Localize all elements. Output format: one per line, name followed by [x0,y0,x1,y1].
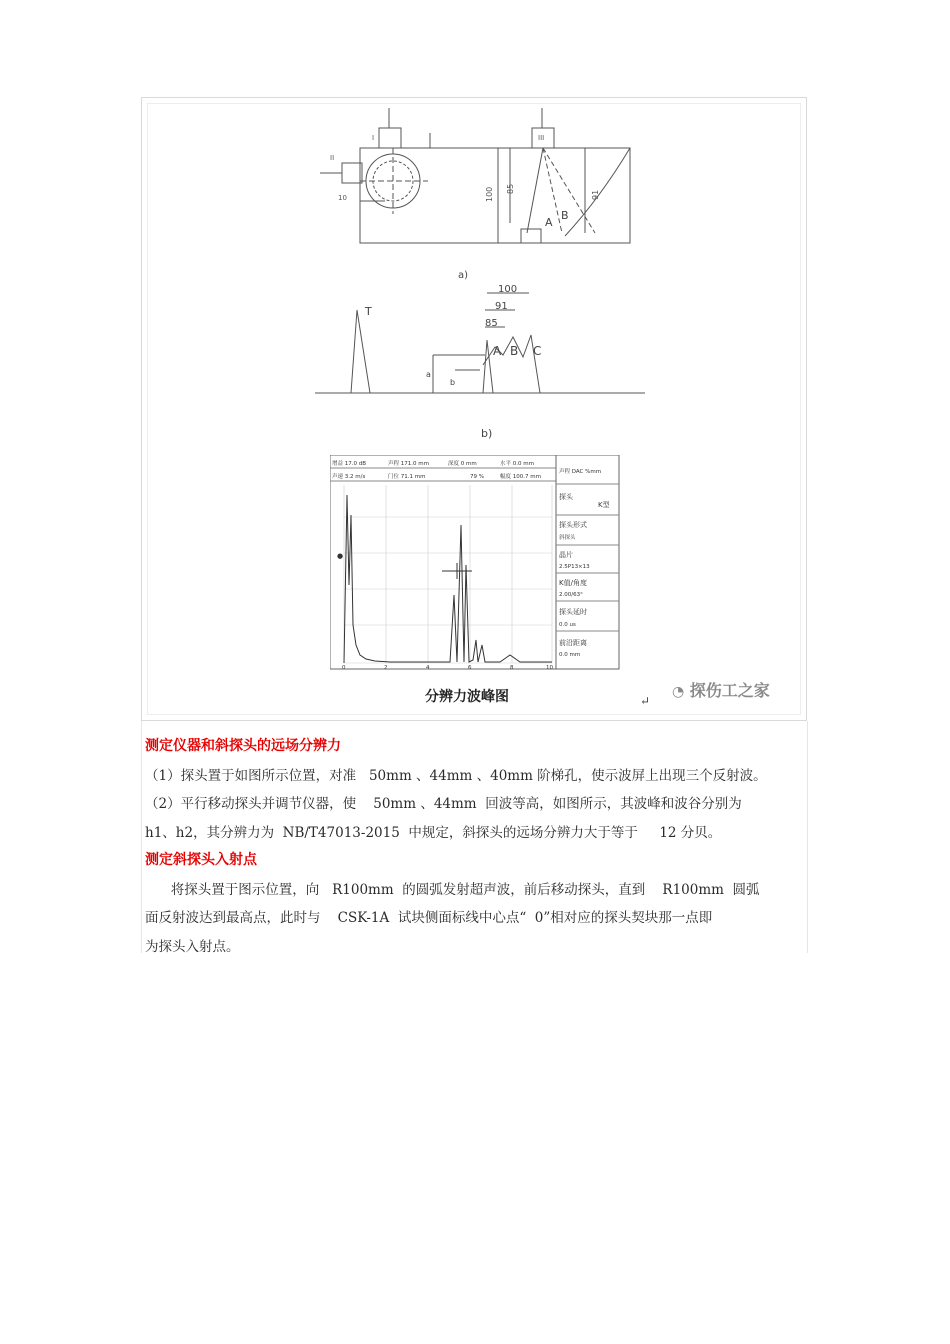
figure-a-diagram [300,108,650,293]
scope-header2-4: 幅度 100.7 mm [500,474,541,480]
section2-p1c: 为探头入射点。 [145,939,240,955]
wechat-icon: ◔ [672,684,685,700]
scope-x-tick-6: 6 [468,665,472,670]
label-10: 10 [338,194,347,202]
scope-side-2-value: 斜探头 [559,535,576,541]
label-h2: b [450,378,456,387]
figure-b-diagram [315,285,650,445]
label-t: T [365,305,372,318]
label-point-a: A [545,216,553,229]
scope-x-tick-4: 4 [426,665,430,670]
scope-side-3-label: 晶片 [559,551,573,559]
label-100: 100 [485,186,494,202]
caption-b: b) [481,427,493,440]
scope-side-4-value: 2.00/63° [559,592,583,598]
scope-side-3-value: 2.5P13×13 [559,564,590,570]
scope-header-2: 声程 171.0 mm [388,461,429,467]
label-point-b: B [561,209,569,222]
scope-x-tick-0: 0 [342,665,346,670]
scope-header-4: 水平 0.0 mm [500,461,534,467]
scope-side-0: 声程 DAC %mm [559,469,602,475]
scope-marker-icon: ● [337,552,344,560]
scope-x-tick-8: 8 [510,665,514,670]
caption-a: a) [458,270,469,281]
label-b-c: C [533,344,542,358]
label-b-a: A [493,344,502,358]
scope-side-6-value: 0.0 mm [559,652,581,658]
scope-header-1: 增益 17.0 dB [332,461,367,467]
scope-side-1-value: K型 [598,501,610,509]
label-probe3: III [538,134,545,142]
scope-header2-2: 门位 71.1 mm [388,474,426,480]
label-b-b: B [510,344,519,358]
label-b-100: 100 [498,285,518,295]
scope-x-tick-10: 10 [546,665,553,670]
probe-2 [342,163,362,183]
label-91: 91 [591,189,600,200]
label-probe2: II [330,154,335,162]
scope-header2-3: 79 % [470,474,484,480]
scope-side-1-label: 探头 [559,493,573,501]
section1-title: 测定仪器和斜探头的远场分辨力 [145,738,341,754]
scope-caption: 分辨力波峰图 [425,689,509,705]
point-o [521,229,541,243]
scope-header-3: 深度 0 mm [448,461,477,467]
watermark [672,678,770,701]
probe-1 [379,128,401,148]
scope-side-4-label: K值/角度 [559,579,587,587]
return-mark: ↵ [640,694,651,708]
label-b-85: 85 [485,318,498,329]
label-h1: a [426,370,431,379]
scope-x-tick-2: 2 [384,665,388,670]
section1-p2b: h1、h2，其分辨力为 NB/T47013-2015 中规定，斜探头的远场分辨力大于等于 12 分贝。 [145,825,722,841]
section2-p1b: 面反射波达到最高点，此时与 CSK-1A 试块侧面标线中心点“ 0”相对应的探头契块那一点即 [145,910,713,926]
label-85: 85 [506,183,515,194]
section1-p2a: （2）平行移动探头并调节仪器，使 50mm 、44mm 回波等高，如图所示，其波峰和波谷分别为 [145,796,742,812]
scope-side-5-label: 探头延时 [559,608,587,616]
scope-side-2-label: 探头形式 [559,521,587,529]
scope-side-6-label: 前沿距离 [559,639,587,647]
section2-p1a: 将探头置于图示位置，向 R100mm 的圆弧发射超声波，前后移动探头，直到 R100mm 圆弧 [145,882,760,898]
section2-title: 测定斜探头入射点 [145,852,257,868]
watermark-text: 探伤工之家 [689,681,770,700]
section1-p1: （1）探头置于如图所示位置，对准 50mm 、44mm 、40mm 阶梯孔，使示波屏上出现三个反射波。 [145,768,767,784]
scope-header2-1: 声速 3.2 m/s [332,474,366,480]
scope-screen [330,455,620,670]
label-probe1: I [372,134,375,142]
label-b-91: 91 [495,301,508,312]
scope-side-5-value: 0.0 us [559,622,576,628]
